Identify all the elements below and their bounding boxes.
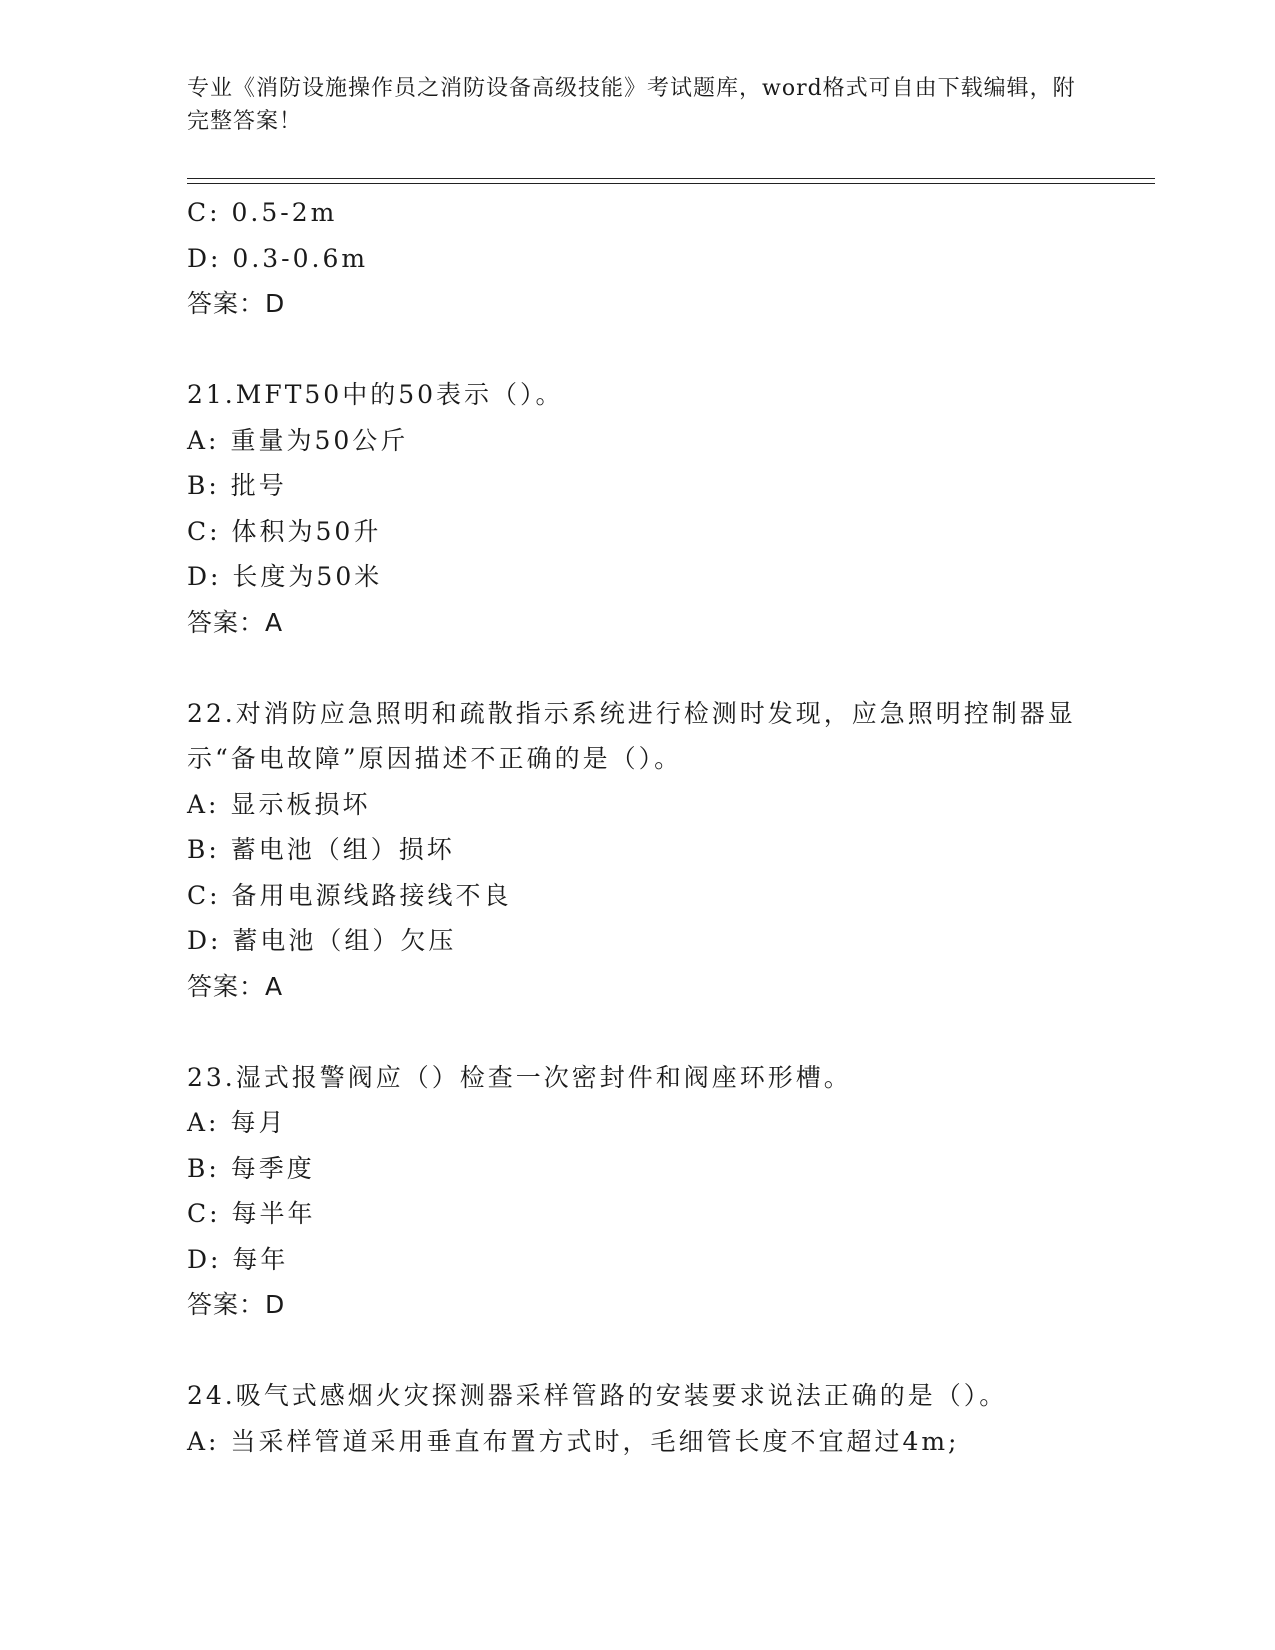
option-text: 显示板损坏 <box>230 789 371 819</box>
answer: 答案：D <box>187 1290 286 1319</box>
option-text: 每季度 <box>230 1153 315 1183</box>
option-text: 0.5-2m <box>231 198 338 227</box>
option-label: C: <box>187 516 221 546</box>
option-a <box>187 782 1155 828</box>
option-label: B: <box>187 1153 220 1183</box>
answer: 答案：D <box>187 289 286 318</box>
answer: 答案：A <box>187 607 284 637</box>
answer: 答案：A <box>187 971 284 1001</box>
option-text: 蓄电池（组）欠压 <box>232 926 457 955</box>
question-stem: 24.吸气式感烟火灾探测器采样管路的安装要求说法正确的是（）。 <box>187 1381 1008 1410</box>
option-d <box>187 1237 1155 1283</box>
header-rule-top <box>187 178 1155 179</box>
question-22 <box>187 691 1155 1010</box>
question-24 <box>187 1373 1155 1464</box>
option-text: 备用电源线路接线不良 <box>231 880 512 910</box>
option-c <box>187 509 1155 555</box>
question-stem: 21.MFT50中的50表示（）。 <box>187 380 564 409</box>
option-c <box>187 1191 1155 1237</box>
option-b <box>187 1146 1155 1192</box>
option-c <box>187 873 1155 919</box>
option-label: D: <box>187 243 222 273</box>
question-23 <box>187 1055 1155 1328</box>
option-label: A: <box>187 1108 220 1137</box>
option-text: 长度为50米 <box>232 562 383 591</box>
option-label: C: <box>187 880 221 910</box>
option-text: 每月 <box>230 1108 287 1137</box>
option-d <box>187 918 1155 964</box>
option-text: 体积为50升 <box>231 516 382 546</box>
option-label: A: <box>187 789 220 819</box>
question-stem: 22.对消防应急照明和疏散指示系统进行检测时发现，应急照明控制器显示“备电故障”原因描述不正确的是（）。 <box>187 698 1076 773</box>
option-label: A: <box>187 1426 220 1456</box>
option-label: D: <box>187 1244 222 1274</box>
option-text: 每年 <box>232 1244 289 1274</box>
prev-question <box>187 190 1155 327</box>
option-a <box>187 1419 1155 1465</box>
option-d <box>187 554 1155 600</box>
option-text: 蓄电池（组）损坏 <box>230 835 455 864</box>
option-label: C: <box>187 198 221 227</box>
option-d <box>187 236 1155 282</box>
option-text: 批号 <box>230 471 287 500</box>
option-text: 当采样管道采用垂直布置方式时，毛细管长度不宜超过4m; <box>230 1426 960 1456</box>
option-text: 0.3-0.6m <box>232 243 369 273</box>
option-label: D: <box>187 926 222 955</box>
option-a <box>187 1100 1155 1146</box>
option-label: C: <box>187 1199 221 1228</box>
option-b <box>187 827 1155 873</box>
option-a <box>187 418 1155 464</box>
header-rule-bottom <box>187 183 1155 184</box>
option-c <box>187 190 1155 236</box>
question-content <box>187 190 1155 1464</box>
option-text: 重量为50公斤 <box>230 425 409 455</box>
option-label: D: <box>187 562 222 591</box>
question-21 <box>187 372 1155 645</box>
option-label: B: <box>187 471 220 500</box>
option-label: B: <box>187 835 220 864</box>
option-b <box>187 463 1155 509</box>
question-stem: 23.湿式报警阀应（）检查一次密封件和阀座环形槽。 <box>187 1062 852 1092</box>
option-text: 每半年 <box>231 1199 316 1228</box>
option-label: A: <box>187 425 220 455</box>
document-header: 专业《消防设施操作员之消防设备高级技能》考试题库，word格式可自由下载编辑，附完整答案！ <box>187 76 1076 134</box>
